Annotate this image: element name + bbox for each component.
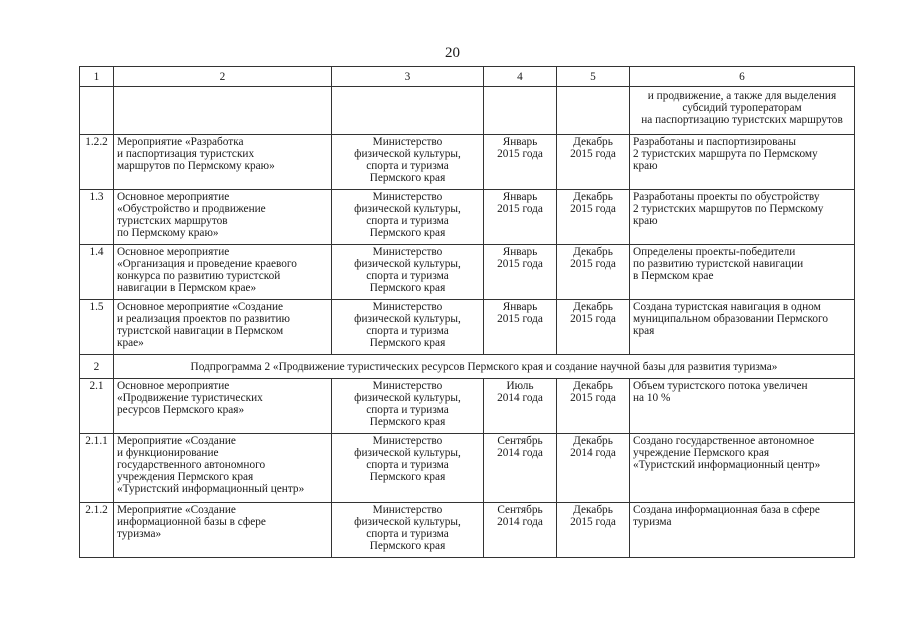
executor-line: Министерство — [372, 301, 443, 313]
column-header: 2 — [114, 67, 332, 87]
executor-cell — [332, 245, 484, 300]
end-date-cell — [557, 503, 630, 558]
start-date-line: 2015 года — [497, 258, 543, 270]
start-date-cell — [484, 434, 557, 503]
result-line: в Пермском крае — [633, 270, 714, 282]
event-name-line: навигации в Пермском крае» — [117, 282, 257, 294]
executor-line: Министерство — [372, 435, 443, 447]
executor-line: физической культуры, — [354, 447, 461, 459]
event-name-cell — [114, 245, 332, 300]
result-line: Разработаны проекты по обустройству — [633, 191, 820, 203]
executor-cell — [332, 300, 484, 355]
end-date-line: 2015 года — [570, 148, 616, 160]
start-date-cell — [484, 190, 557, 245]
result-line: Разработаны и паспортизированы — [633, 136, 796, 148]
row-number: 1.3 — [80, 190, 114, 245]
start-date-cell — [484, 135, 557, 190]
event-name-line: Мероприятие «Разработка — [117, 136, 244, 148]
end-date-line: Декабрь — [573, 435, 613, 447]
event-name-line: государственного автономного — [117, 459, 266, 471]
executor-line: Министерство — [372, 504, 443, 516]
event-name-line: Основное мероприятие — [117, 380, 230, 392]
executor-line: спорта и туризма — [366, 215, 449, 227]
result-cell — [630, 503, 855, 558]
start-date-line: Июль — [506, 380, 534, 392]
executor-line: Пермского края — [369, 471, 446, 483]
events-table — [79, 66, 855, 558]
start-date-line: Январь — [502, 246, 538, 258]
result-line: и продвижение, а также для выделения — [647, 90, 837, 102]
table-row — [80, 379, 855, 434]
result-line: краю — [633, 215, 658, 227]
event-name-line: туристских маршрутов — [117, 215, 228, 227]
empty-cell — [114, 87, 332, 135]
column-header-row — [80, 67, 855, 87]
end-date-line: 2015 года — [570, 258, 616, 270]
event-name-line: крае» — [117, 337, 144, 349]
result-line: Создана информационная база в сфере — [633, 504, 820, 516]
executor-line: Пермского края — [369, 337, 446, 349]
end-date-line: 2014 года — [570, 447, 616, 459]
executor-line: Министерство — [372, 191, 443, 203]
event-name-line: «Туристский информационный центр» — [117, 483, 305, 495]
start-date-cell — [484, 503, 557, 558]
column-header: 1 — [80, 67, 114, 87]
row-number: 2.1.1 — [80, 434, 114, 503]
end-date-line: 2015 года — [570, 203, 616, 215]
start-date-line: Январь — [502, 191, 538, 203]
start-date-line: 2015 года — [497, 148, 543, 160]
end-date-line: Декабрь — [573, 136, 613, 148]
result-line: краю — [633, 160, 658, 172]
end-date-cell — [557, 245, 630, 300]
table-row — [80, 434, 855, 503]
executor-line: физической культуры, — [354, 258, 461, 270]
result-cell — [630, 190, 855, 245]
end-date-line: 2015 года — [570, 313, 616, 325]
start-date-line: 2014 года — [497, 392, 543, 404]
start-date-line: 2014 года — [497, 516, 543, 528]
subprogram-title: Подпрограмма 2 «Продвижение туристических ресурсов Пермского края и создание научной базы для развития туризма» — [114, 355, 855, 379]
result-cell — [630, 245, 855, 300]
continuation-row — [80, 87, 855, 135]
executor-cell — [332, 190, 484, 245]
event-name-line: Мероприятие «Создание — [117, 435, 236, 447]
executor-line: Пермского края — [369, 416, 446, 428]
executor-cell — [332, 503, 484, 558]
empty-cell — [484, 87, 557, 135]
executor-line: Пермского края — [369, 227, 446, 239]
result-cell — [630, 300, 855, 355]
executor-line: спорта и туризма — [366, 325, 449, 337]
table-row — [80, 300, 855, 355]
start-date-line: Январь — [502, 301, 538, 313]
event-name-line: и реализация проектов по развитию — [117, 313, 290, 325]
result-line: края — [633, 325, 655, 337]
event-name-line: маршрутов по Пермскому краю» — [117, 160, 275, 172]
row-number: 1.2.2 — [80, 135, 114, 190]
executor-line: Министерство — [372, 136, 443, 148]
start-date-cell — [484, 245, 557, 300]
empty-cell — [557, 87, 630, 135]
event-name-line: и паспортизация туристских — [117, 148, 255, 160]
executor-line: Министерство — [372, 380, 443, 392]
empty-cell — [80, 87, 114, 135]
executor-line: физической культуры, — [354, 392, 461, 404]
result-line: «Туристский информационный центр» — [633, 459, 821, 471]
event-name-cell — [114, 135, 332, 190]
result-line: на паспортизацию туристских маршрутов — [641, 114, 843, 126]
result-line: учреждение Пермского края — [633, 447, 770, 459]
event-name-cell — [114, 503, 332, 558]
event-name-line: Основное мероприятие — [117, 246, 230, 258]
result-line: 2 туристских маршрутов по Пермскому — [633, 203, 824, 215]
end-date-line: Декабрь — [573, 246, 613, 258]
table-row — [80, 503, 855, 558]
end-date-line: Декабрь — [573, 380, 613, 392]
empty-cell — [332, 87, 484, 135]
end-date-cell — [557, 379, 630, 434]
executor-line: спорта и туризма — [366, 160, 449, 172]
start-date-line: 2015 года — [497, 203, 543, 215]
end-date-line: 2015 года — [570, 516, 616, 528]
event-name-cell — [114, 300, 332, 355]
executor-line: спорта и туризма — [366, 459, 449, 471]
end-date-line: Декабрь — [573, 191, 613, 203]
row-number: 2.1.2 — [80, 503, 114, 558]
result-cell — [630, 434, 855, 503]
subprogram-number: 2 — [80, 355, 114, 379]
event-name-line: учреждения Пермского края — [117, 471, 254, 483]
table-row — [80, 135, 855, 190]
executor-line: спорта и туризма — [366, 404, 449, 416]
start-date-line: 2014 года — [497, 447, 543, 459]
result-line: туризма — [633, 516, 672, 528]
page-number: 20 — [445, 45, 460, 61]
end-date-cell — [557, 300, 630, 355]
result-cell — [630, 135, 855, 190]
event-name-cell — [114, 379, 332, 434]
start-date-cell — [484, 300, 557, 355]
executor-line: Пермского края — [369, 540, 446, 552]
start-date-line: Сентябрь — [497, 504, 543, 516]
executor-line: спорта и туризма — [366, 270, 449, 282]
result-line: Определены проекты-победители — [633, 246, 796, 258]
subprogram-row — [80, 355, 855, 379]
start-date-line: Январь — [502, 136, 538, 148]
event-name-line: «Обустройство и продвижение — [117, 203, 266, 215]
executor-line: Министерство — [372, 246, 443, 258]
event-name-line: конкурса по развитию туристской — [117, 270, 281, 282]
event-name-line: туризма» — [117, 528, 162, 540]
end-date-cell — [557, 434, 630, 503]
executor-line: физической культуры, — [354, 516, 461, 528]
result-line: субсидий туроператорам — [682, 102, 802, 114]
column-header: 5 — [557, 67, 630, 87]
result-line: Объем туристского потока увеличен — [633, 380, 808, 392]
result-line: Создано государственное автономное — [633, 435, 815, 447]
event-name-cell — [114, 190, 332, 245]
end-date-line: 2015 года — [570, 392, 616, 404]
executor-cell — [332, 135, 484, 190]
event-name-line: Мероприятие «Создание — [117, 504, 236, 516]
start-date-line: 2015 года — [497, 313, 543, 325]
executor-line: Пермского края — [369, 172, 446, 184]
result-cell — [630, 379, 855, 434]
end-date-cell — [557, 135, 630, 190]
end-date-cell — [557, 190, 630, 245]
row-number: 2.1 — [80, 379, 114, 434]
event-name-line: ресурсов Пермского края» — [117, 404, 245, 416]
event-name-line: и функционирование — [117, 447, 219, 459]
table-row — [80, 245, 855, 300]
executor-line: физической культуры, — [354, 313, 461, 325]
event-name-line: «Организация и проведение краевого — [117, 258, 297, 270]
end-date-line: Декабрь — [573, 301, 613, 313]
event-name-line: по Пермскому краю» — [117, 227, 219, 239]
event-name-line: Основное мероприятие «Создание — [117, 301, 284, 313]
executor-cell — [332, 434, 484, 503]
start-date-cell — [484, 379, 557, 434]
result-line: 2 туристских маршрута по Пермскому — [633, 148, 818, 160]
result-line: на 10 % — [633, 392, 671, 404]
event-name-line: информационной базы в сфере — [117, 516, 266, 528]
result-line: муниципальном образовании Пермского — [633, 313, 829, 325]
executor-line: физической культуры, — [354, 148, 461, 160]
event-name-line: «Продвижение туристических — [117, 392, 263, 404]
row-number: 1.4 — [80, 245, 114, 300]
event-name-line: туристской навигации в Пермском — [117, 325, 284, 337]
executor-line: физической культуры, — [354, 203, 461, 215]
event-name-cell — [114, 434, 332, 503]
result-line: по развитию туристской навигации — [633, 258, 804, 270]
row-number: 1.5 — [80, 300, 114, 355]
column-header: 6 — [630, 67, 855, 87]
executor-line: спорта и туризма — [366, 528, 449, 540]
start-date-line: Сентябрь — [497, 435, 543, 447]
event-name-line: Основное мероприятие — [117, 191, 230, 203]
result-cell — [630, 87, 855, 135]
end-date-line: Декабрь — [573, 504, 613, 516]
executor-cell — [332, 379, 484, 434]
column-header: 4 — [484, 67, 557, 87]
result-line: Создана туристская навигация в одном — [633, 301, 821, 313]
executor-line: Пермского края — [369, 282, 446, 294]
table-row — [80, 190, 855, 245]
column-header: 3 — [332, 67, 484, 87]
